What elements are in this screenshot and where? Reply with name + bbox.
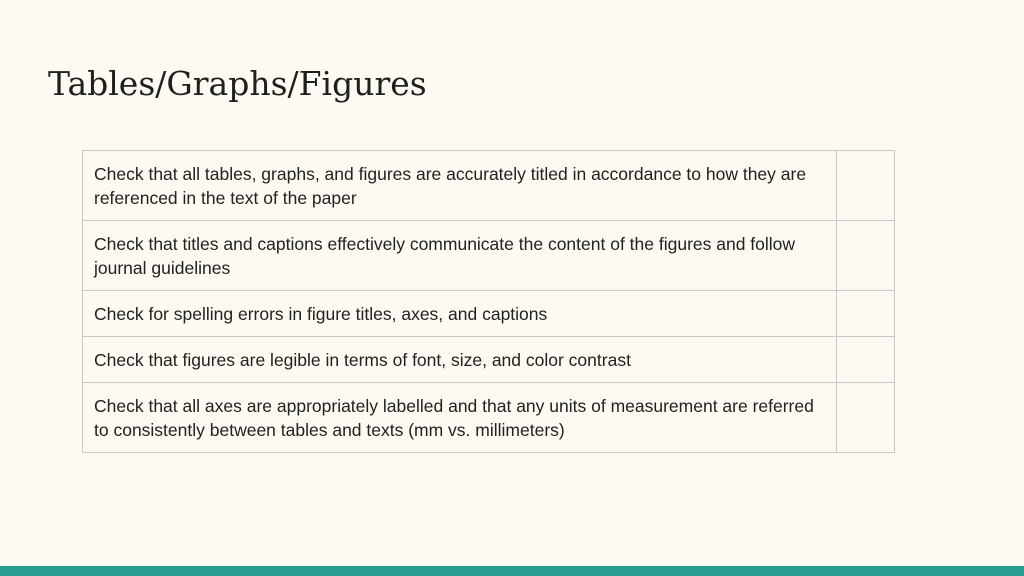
slide-title: Tables/Graphs/Figures [48,64,427,103]
checklist-row [83,383,895,453]
checklist-row [83,221,895,291]
checklist-item-text: Check that all axes are appropriately labelled and that any units of measurement are referred to consistently between tables and texts (mm vs. millimeters) [83,383,837,453]
checklist-item-text: Check that all tables, graphs, and figures are accurately titled in accordance to how they are referenced in the text of the paper [83,151,837,221]
accent-bar [0,566,1024,576]
checklist-row [83,151,895,221]
checklist-checkbox-cell[interactable] [837,383,895,453]
checklist-table [82,150,895,453]
checklist-item-text: Check for spelling errors in figure titles, axes, and captions [83,291,837,337]
checklist-checkbox-cell[interactable] [837,337,895,383]
checklist-checkbox-cell[interactable] [837,151,895,221]
checklist-checkbox-cell[interactable] [837,291,895,337]
checklist-item-text: Check that figures are legible in terms of font, size, and color contrast [83,337,837,383]
checklist-item-text: Check that titles and captions effectively communicate the content of the figures and follow journal guidelines [83,221,837,291]
checklist-row [83,337,895,383]
checklist-row [83,291,895,337]
checklist-checkbox-cell[interactable] [837,221,895,291]
